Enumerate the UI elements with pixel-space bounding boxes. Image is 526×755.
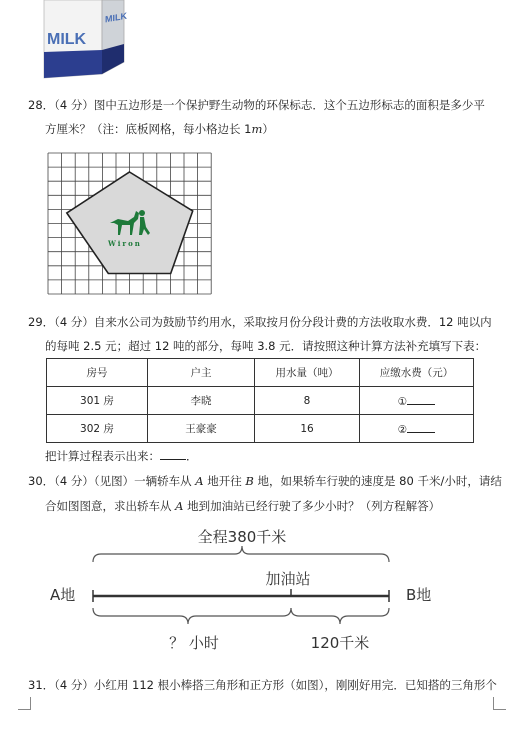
fee-answer-blank[interactable] [407,394,435,405]
header-owner: 户主 [148,359,255,387]
bottom-brace-right [291,608,389,624]
q30-text: 地开往 [203,474,246,488]
logo-text: Wiron [108,239,142,248]
q30-point-a: A [195,474,204,488]
gas-station-label: 加油站 [265,570,311,588]
process-answer-blank[interactable] [160,449,186,460]
q28-line2-pre: 方厘米？（注：底板网格，每小格边长 1 [45,122,252,136]
milk-brand-text: MILK [47,31,87,48]
fee-answer-blank[interactable] [407,422,435,433]
q28-line2-post: ） [262,122,274,136]
water-fee-table [46,358,474,443]
point-b-label: B地 [406,586,432,604]
cell-usage: 8 [255,387,360,415]
q30-line2 [45,497,440,515]
known-distance-label: 120千米 [310,634,370,652]
q30-text: 30．（4 分）（见图）一辆轿车从 [28,474,196,488]
pentagon-grid-figure [46,151,214,297]
cell-fee [360,415,474,443]
q30-point-a: A [175,499,184,513]
cell-owner: 李晓 [148,387,255,415]
point-a-label: A地 [50,586,76,604]
svg-text:MILK: MILK [105,10,127,25]
fee-mark: ② [397,423,408,436]
q30-line1 [28,472,502,490]
q29-line1: 29．（4 分）自来水公司为鼓励节约用水，采取按月份分段计费的方法收取水费．12 吨以内 [28,315,492,329]
distance-diagram [40,520,440,660]
q31-line1: 31．（4 分）小红用 112 根小棒搭三角形和正方形（如图），刚刚好用完．已知搭的三角形个 [28,678,497,692]
q29-footer [45,447,198,465]
top-brace [93,546,389,562]
cell-fee [360,387,474,415]
milk-carton-image [40,0,130,82]
cell-owner: 王豪豪 [148,415,255,443]
q28-unit: m [251,122,263,136]
header-room: 房号 [47,359,148,387]
unknown-hours-label: ？ 小时 [169,634,219,652]
total-distance-label: 全程380千米 [197,528,287,546]
q28-line1: 28．（4 分）图中五边形是一个保护野生动物的环保标志．这个五边形标志的面积是多少平 [28,98,485,112]
q30-point-b: B [245,474,254,488]
header-usage: 用水量（吨） [255,359,360,387]
header-fee: 应缴水费（元） [360,359,474,387]
q30-text: 地到加油站已经行驶了多少小时？（列方程解答） [183,499,441,513]
q30-text: 地，如果轿车行驶的速度是 80 千米/小时，请结 [253,474,502,488]
q29-footer-end: ． [186,449,198,463]
table-row [47,415,474,443]
q29-line2: 的每吨 2.5 元；超过 12 吨的部分，每吨 3.8 元．请按照这种计算方法补充填写下表： [45,339,487,353]
fee-mark: ① [397,395,408,408]
q30-text: 合如图图意，求出轿车从 [45,499,176,513]
q28-line2 [45,120,274,138]
cell-room: 301 房 [47,387,148,415]
table-header-row [47,359,474,387]
cell-usage: 16 [255,415,360,443]
q29-footer-label: 把计算过程表示出来： [45,449,160,463]
bottom-brace-left [93,608,291,624]
page-corner-mark-right [493,697,506,710]
cell-room: 302 房 [47,415,148,443]
page-corner-mark-left [18,697,31,710]
table-row [47,387,474,415]
